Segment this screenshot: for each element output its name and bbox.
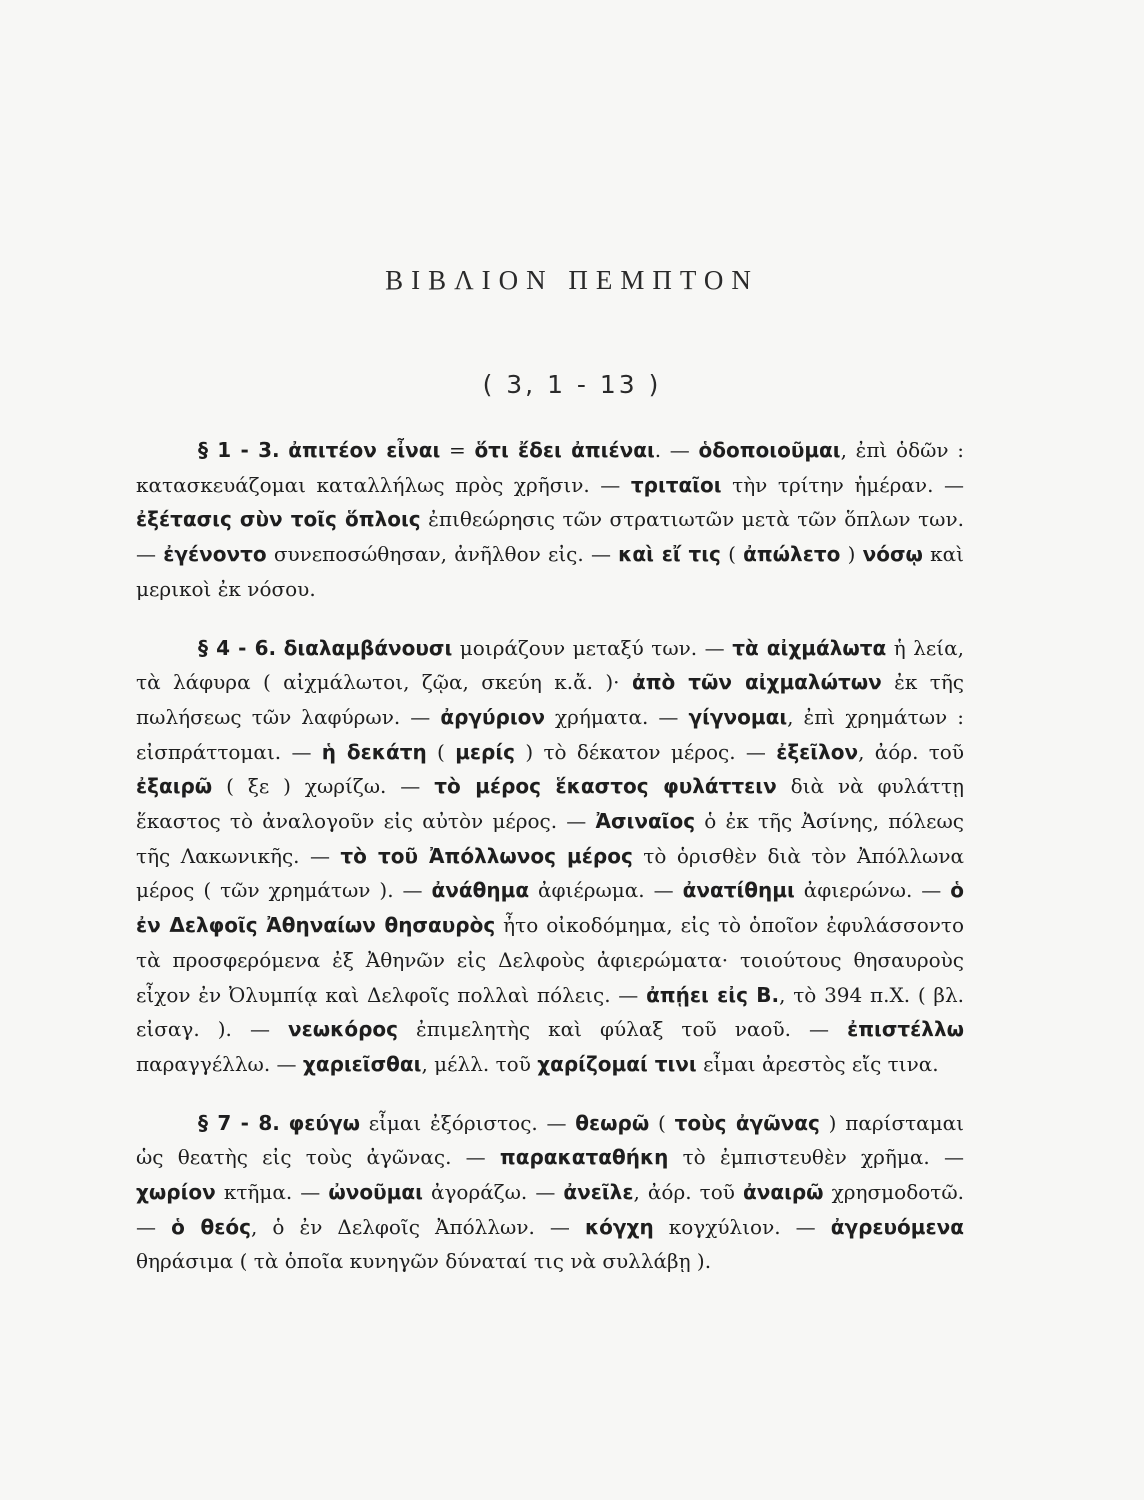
lemma-term: ἀνατίθημι: [682, 878, 795, 903]
gloss-text: θηράσιμα ( τὰ ὁποῖα κυνηγῶν δύναταί τις νὰ συλλάβῃ ).: [136, 1249, 712, 1274]
gloss-text: , ἐπὶ ὁδῶν : κατασκευάζομαι καταλλήλως πρὸς χρῆσιν. —: [136, 438, 964, 497]
lemma-term: νόσῳ: [862, 542, 923, 567]
lemma-term: ἐξαιρῶ: [136, 774, 213, 799]
gloss-text: παραγγέλλω. —: [136, 1051, 303, 1076]
lemma-term: τὰ αἰχμάλωτα: [732, 635, 887, 660]
lemma-term: τὸ τοῦ Ἀπόλλωνος μέρος: [340, 843, 633, 868]
lemma-term: ἀνεῖλε: [563, 1180, 634, 1205]
gloss-text: ὁ ἐκ τῆς Ἀσίνης, πόλεως τῆς Λακωνικῆς. —: [136, 809, 964, 868]
gloss-text: (: [426, 739, 456, 764]
book-title: ΒΙΒΛΙΟΝ ΠΕΜΠΤΟΝ: [385, 265, 759, 295]
gloss-text: [280, 1111, 289, 1135]
gloss-text: μοιράζουν μεταξύ των. —: [452, 635, 733, 660]
lemma-term: μερίς: [455, 739, 516, 764]
lemma-term: τοὺς ἀγῶνας: [674, 1110, 820, 1135]
commentary-body: [136, 433, 964, 1303]
gloss-text: διὰ νὰ φυλάττῃ ἕκαστος τὸ ἀναλογοῦν εἰς αὐτὸν μέρος. —: [136, 774, 964, 834]
gloss-text: ἀφιέρωμα. —: [529, 878, 683, 903]
gloss-text: (: [649, 1110, 675, 1135]
gloss-text: κτῆμα. —: [215, 1180, 329, 1205]
lemma-term: παρακαταθήκη: [499, 1145, 669, 1170]
gloss-text: τὸ ὁρισθὲν διὰ τὸν Ἀπόλλωνα μέρος ( τῶν χρημάτων ). —: [136, 843, 964, 903]
gloss-text: , ἀόρ. τοῦ: [633, 1180, 743, 1205]
lemma-term: ὁ ἐν Δελφοῖς Ἀθηναίων θησαυρὸς: [136, 878, 964, 938]
gloss-text: , μέλλ. τοῦ: [421, 1051, 538, 1076]
section-marker: § 1 - 3.: [198, 438, 280, 462]
lemma-term: ἡ δεκάτη: [321, 739, 427, 764]
lemma-term: ἐπιστέλλω: [847, 1017, 964, 1042]
gloss-text: χρήματα. —: [545, 704, 689, 729]
gloss-text: , τὸ 394 π.Χ. ( βλ. εἰσαγ. ). —: [136, 982, 965, 1042]
gloss-text: ἐκ τῆς πωλήσεως τῶν λαφύρων. —: [136, 670, 965, 729]
lemma-term: ἐξεῖλον: [776, 739, 859, 764]
lemma-term: ὅτι ἔδει ἀπιέναι: [474, 438, 655, 462]
paragraph-section-1-3: [136, 433, 964, 607]
gloss-text: τὴν τρίτην ἡμέραν. —: [721, 472, 964, 497]
lemma-term: ἀπῄει εἰς Β.: [646, 982, 780, 1007]
lemma-term: τριταῖοι: [630, 472, 722, 497]
gloss-text: χρησμοδοτῶ. —: [136, 1180, 965, 1239]
lemma-term: ἐξέτασις σὺν τοῖς ὅπλοις: [136, 507, 421, 532]
section-marker: § 4 - 6.: [198, 635, 277, 660]
gloss-text: , ἐπὶ χρημάτων : εἰσπράττομαι. —: [136, 704, 965, 764]
lemma-term: ἀπώλετο: [743, 542, 841, 567]
lemma-term: χαρίζομαί τινι: [537, 1051, 697, 1076]
lemma-term: Ἀσιναῖος: [595, 809, 696, 834]
lemma-term: γίγνομαι: [688, 704, 788, 729]
gloss-text: ἀφιερώνω. —: [794, 878, 951, 903]
lemma-term: χαριεῖσθαι: [302, 1051, 422, 1076]
gloss-text: [280, 438, 289, 462]
lemma-term: χωρίον: [136, 1180, 216, 1205]
gloss-text: ἀγοράζω. —: [422, 1180, 564, 1205]
gloss-text: , ἀόρ. τοῦ: [858, 739, 964, 764]
lemma-term: θεωρῶ: [575, 1110, 650, 1135]
section-marker: § 7 - 8.: [198, 1110, 280, 1135]
gloss-text: =: [440, 438, 475, 462]
gloss-text: εἶμαι ἀρεστὸς εἴς τινα.: [696, 1051, 939, 1076]
chapter-range: ( 3, 1 - 13 ): [482, 370, 662, 399]
lemma-term: ἀπὸ τῶν αἰχμαλώτων: [631, 670, 882, 695]
gloss-text: ἐπιμελητὴς καὶ φύλαξ τοῦ ναοῦ. —: [398, 1017, 848, 1042]
lemma-term: ἀπιτέον εἶναι: [288, 438, 441, 462]
gloss-text: τὸ ἐμπιστευθὲν χρῆμα. —: [668, 1145, 965, 1170]
gloss-text: ἡ λεία, τὰ λάφυρα ( αἰχμάλωτοι, ζῷα, σκεύη κ.ἄ. )·: [136, 635, 964, 695]
lemma-term: διαλαμβάνουσι: [283, 635, 453, 660]
gloss-text: ( ξε ) χωρίζω. —: [212, 774, 435, 799]
gloss-text: (: [720, 542, 744, 567]
gloss-text: εἶμαι ἐξόριστος. —: [359, 1110, 576, 1135]
lemma-term: ὁδοποιοῦμαι: [698, 438, 841, 462]
gloss-text: ) παρίσταμαι ὡς θεατὴς εἰς τοὺς ἀγῶνας. —: [136, 1110, 965, 1170]
lemma-term: φεύγω: [288, 1110, 360, 1135]
gloss-text: ): [840, 542, 863, 567]
gloss-text: , ὁ ἐν Δελφοῖς Ἀπόλλων. —: [250, 1214, 585, 1239]
lemma-term: ἀγρευόμενα: [830, 1214, 964, 1239]
lemma-term: ἐγένοντο: [163, 542, 267, 567]
paragraph-section-4-6: [136, 631, 964, 1082]
gloss-text: ἐπιθεώρησις τῶν στρατιωτῶν μετὰ τῶν ὅπλων των. —: [136, 507, 964, 567]
lemma-term: ὠνοῦμαι: [328, 1180, 423, 1205]
lemma-term: ἀνάθημα: [431, 878, 530, 903]
gloss-text: κογχύλιον. —: [653, 1214, 831, 1239]
lemma-term: νεωκόρος: [288, 1017, 398, 1042]
gloss-text: ἦτο οἰκοδόμημα, εἰς τὸ ὁποῖον ἐφυλάσσοντο τὰ προσφερόμενα ἐξ Ἀθηνῶν εἰς Δελφοὺς ἀφιερώματα· τοιούτους θησαυροὺς εἶχον ἐν Ὀλυμπίᾳ καὶ Δελφοῖς πολλαὶ πόλεις. —: [136, 913, 964, 1007]
lemma-term: ὁ θεός: [171, 1214, 251, 1239]
lemma-term: ἀναιρῶ: [742, 1180, 824, 1205]
lemma-term: καὶ εἴ τις: [618, 542, 721, 567]
gloss-text: [276, 636, 284, 660]
gloss-text: . —: [654, 438, 699, 462]
gloss-text: συνεποσώθησαν, ἀνῆλθον εἰς. —: [266, 542, 619, 567]
lemma-term: κόγχη: [584, 1214, 654, 1239]
lemma-term: τὸ μέρος ἕκαστος φυλάττειν: [434, 774, 777, 799]
gloss-text: καὶ μερικοὶ ἐκ νόσου.: [136, 542, 964, 601]
gloss-text: ) τὸ δέκατον μέρος. —: [515, 739, 777, 764]
paragraph-section-7-8: [136, 1106, 964, 1280]
lemma-term: ἀργύριον: [440, 704, 545, 729]
